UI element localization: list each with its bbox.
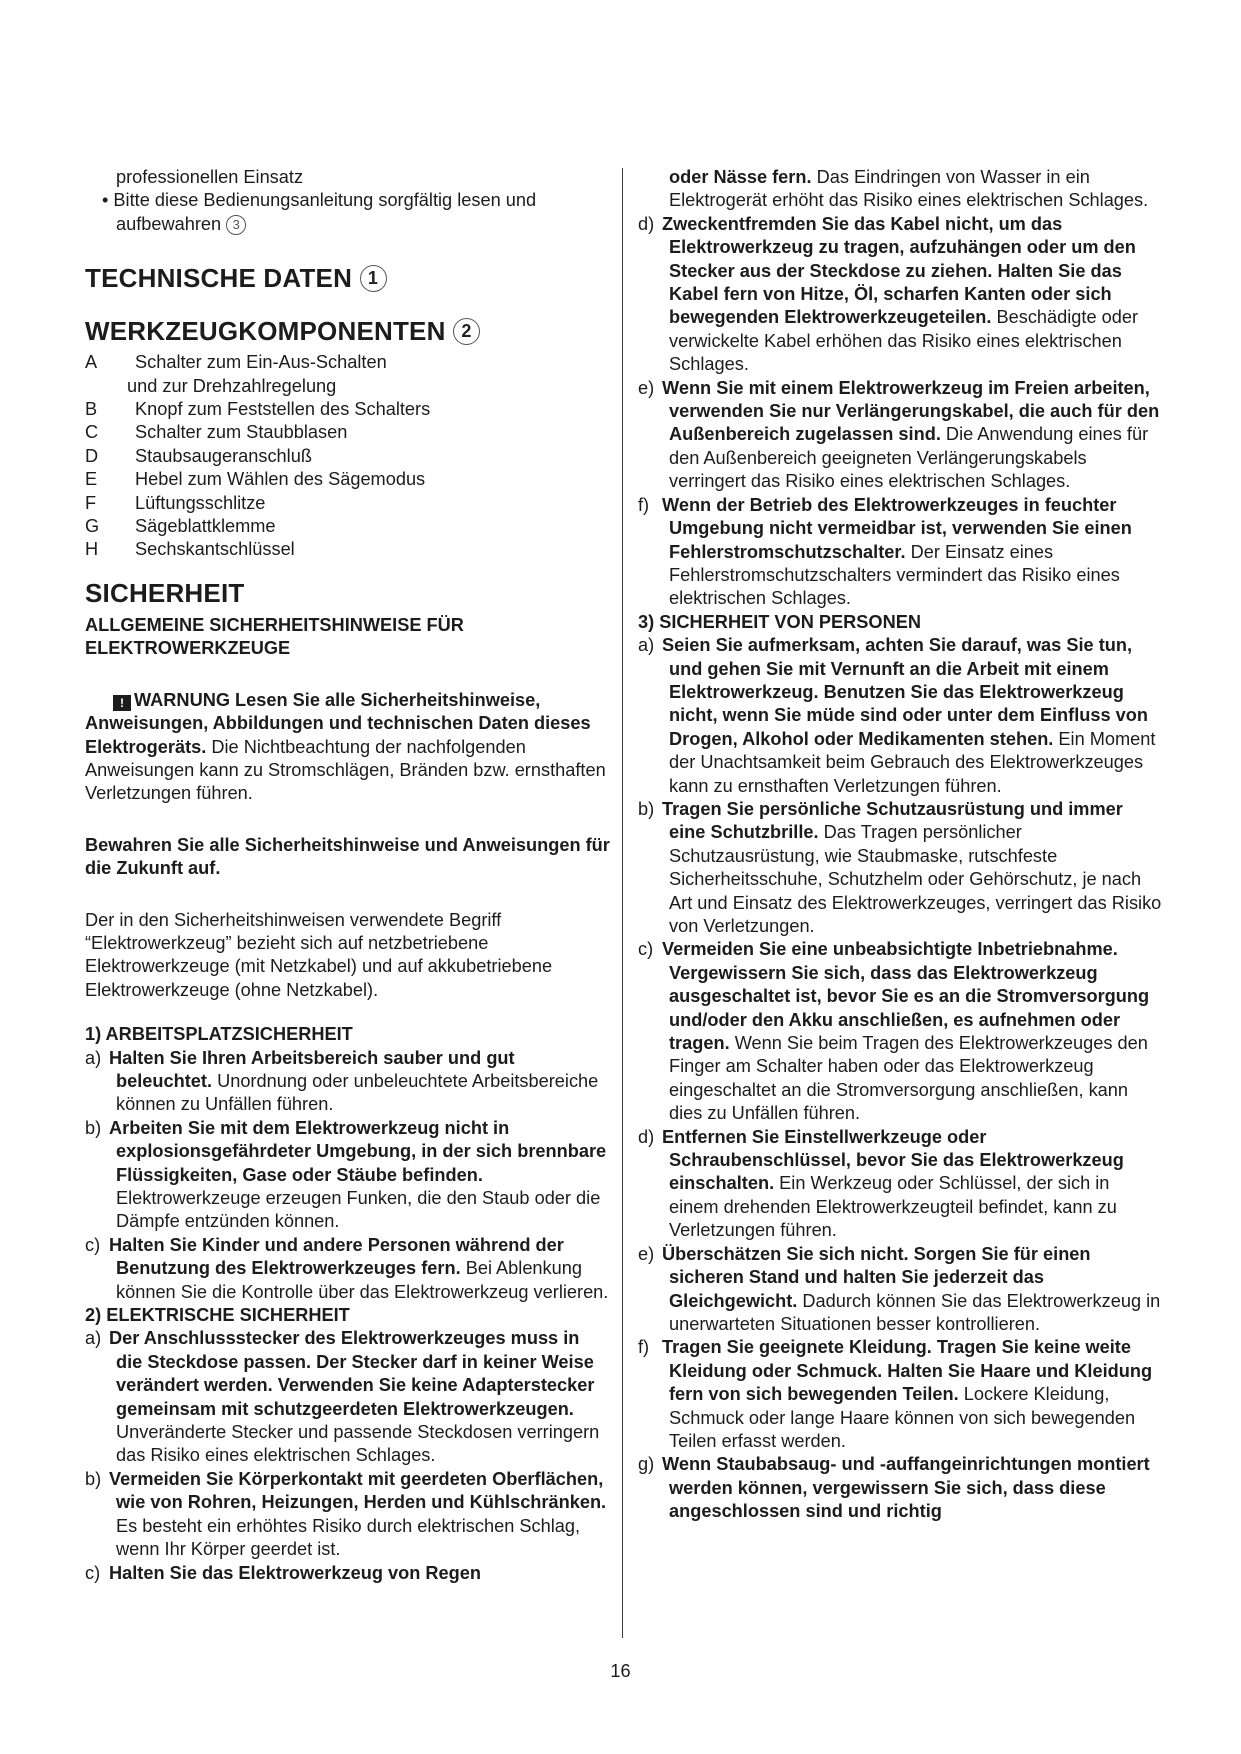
component-label: Sägeblattklemme	[135, 516, 276, 537]
item-text: Die Anwendung eines für den Außenbereich geeigneten Verlängerungskabels verringert das Risiko eines elektrischen Schlages.	[669, 424, 1149, 492]
item-bold-text: Tragen Sie geeignete Kleidung. Tragen Sie keine weite Kleidung oder Schmuck. Halten Sie Haare und Kleidung fern von sich bewegenden Teilen.	[662, 1337, 1153, 1405]
safety-item	[638, 1243, 1163, 1337]
electrical-safety-heading: 2) ELEKTRISCHE SICHERHEIT	[85, 1305, 350, 1326]
continued-text: Das Eindringen von Wasser in ein Elektrogerät erhöht das Risiko eines elektrischen Schlages.	[669, 167, 1149, 211]
item-bold-text: Vermeiden Sie eine unbeabsichtigte Inbetriebnahme. Vergewissern Sie sich, dass das Elektrowerkzeug ausgeschaltet ist, bevor Sie es an die Stromversorgung und/oder den Akku anschließen, es aufnehmen oder tragen.	[662, 939, 1150, 1054]
item-text: Unordnung oder unbeleuchtete Arbeitsbereiche können zu Unfällen führen.	[116, 1070, 599, 1115]
component-label: Hebel zum Wählen des Sägemodus	[135, 469, 426, 490]
item-bold-text: Überschätzen Sie sich nicht. Sorgen Sie für einen sicheren Stand und halten Sie jederzeit das Gleichgewicht.	[662, 1243, 1091, 1311]
item-label: c)	[85, 1562, 101, 1583]
item-label: f)	[638, 494, 650, 515]
component-label: Schalter zum Ein-Aus-Schalten	[135, 352, 387, 373]
tool-components-heading: WERKZEUGKOMPONENTEN 2	[85, 316, 610, 346]
item-label: b)	[638, 798, 655, 819]
safety-item	[85, 1047, 610, 1117]
item-text: Ein Moment der Unachtsamkeit beim Gebrauch des Elektrowerkzeuges kann zu ernsthaften Verletzungen führen.	[669, 728, 1156, 796]
item-label: c)	[638, 939, 654, 960]
work-area-safety-heading: 1) ARBEITSPLATZSICHERHEIT	[85, 1024, 353, 1045]
item-label: d)	[638, 1126, 655, 1147]
item-label: a)	[85, 1328, 102, 1349]
item-text: Elektrowerkzeuge erzeugen Funken, die den Staub oder die Dämpfe entzünden können.	[116, 1188, 601, 1232]
component-item	[85, 445, 610, 468]
item-label: c)	[85, 1234, 101, 1255]
safety-item	[85, 1562, 610, 1585]
item-bold-text: Vermeiden Sie Körperkontakt mit geerdeten Oberflächen, wie von Rohren, Heizungen, Herden und Kühlschränken.	[109, 1468, 607, 1513]
safety-item	[638, 213, 1163, 377]
safety-item	[638, 938, 1163, 1125]
component-label: Staubsaugeranschluß	[135, 445, 312, 466]
component-key: G	[85, 516, 100, 537]
item-text: Der Einsatz eines Fehlerstromschutzschalters vermindert das Risiko eines elektrischen Schlages.	[669, 541, 1120, 609]
item-bold-text: Wenn der Betrieb des Elektrowerkzeuges in feuchter Umgebung nicht vermeidbar ist, verwenden Sie einen Fehlerstromschutzschalter.	[662, 494, 1132, 562]
component-item	[85, 375, 610, 398]
continued-item	[638, 166, 1163, 213]
warning-triangle-icon: !	[113, 695, 131, 711]
item-text: Ein Werkzeug oder Schlüssel, der sich in einem drehenden Elektrowerkzeugteil befindet, kann zu Verletzungen führen.	[669, 1173, 1117, 1241]
left-column	[85, 166, 610, 1585]
item-label: d)	[638, 213, 655, 234]
column-divider	[622, 168, 623, 1638]
general-safety-heading: ALLGEMEINE SICHERHEITSHINWEISE FÜR ELEKTROWERKZEUGE	[85, 614, 464, 659]
personal-safety-heading: 3) SICHERHEIT VON PERSONEN	[638, 611, 921, 632]
safety-heading: SICHERHEIT	[85, 577, 245, 608]
component-label: Lüftungsschlitze	[135, 492, 266, 513]
item-label: e)	[638, 1243, 655, 1264]
item-bold-text: Zweckentfremden Sie das Kabel nicht, um das Elektrowerkzeug zu tragen, aufzuhängen oder um den Stecker aus der Steckdose zu ziehen. Halten Sie das Kabel fern von Hitze, Öl, scharfen Kanten oder sich bewegenden Elektrowerkzeugeteilen.	[662, 213, 1136, 328]
safety-item	[638, 1453, 1163, 1523]
item-label: e)	[638, 377, 655, 398]
warning-bold-text: WARNUNG Lesen Sie alle Sicherheitshinweise, Anweisungen, Abbildungen und technischen Daten dieses Elektrogeräts.	[85, 689, 591, 757]
item-label: f)	[638, 1337, 650, 1358]
item-text: Lockere Kleidung, Schmuck oder lange Haare können von sich bewegenden Teilen erfasst werden.	[669, 1384, 1136, 1451]
safety-item	[85, 1117, 610, 1234]
safety-item	[638, 634, 1163, 798]
component-key: B	[85, 399, 98, 420]
item-label: a)	[638, 635, 655, 656]
item-label: g)	[638, 1454, 655, 1475]
safety-item	[638, 798, 1163, 938]
item-label: b)	[85, 1468, 102, 1489]
item-text: Es besteht ein erhöhtes Risiko durch elektrischen Schlag, wenn Ihr Körper geerdet ist.	[116, 1515, 581, 1560]
item-text: Wenn Sie beim Tragen des Elektrowerkzeuges den Finger am Schalter haben oder das Elektrowerkzeug eingeschaltet an die Stromversorgung anschließen, kann dies zu Unfällen führen.	[669, 1033, 1148, 1124]
item-text: Das Tragen persönlicher Schutzausrüstung, wie Staubmaske, rutschfeste Sicherheitsschuhe, Schutzhelm oder Gehörschutz, je nach Art und Einsatz des Elektrowerkzeuges, verringert das Risiko von Verletzungen.	[669, 822, 1162, 936]
item-bold-text: Tragen Sie persönliche Schutzausrüstung und immer eine Schutzbrille.	[662, 798, 1123, 843]
item-bold-text: Wenn Sie mit einem Elektrowerkzeug im Freien arbeiten, verwenden Sie nur Verlängerungskabel, die auch für den Außenbereich zugelassen sind.	[662, 377, 1160, 445]
safety-item	[85, 1234, 610, 1304]
component-key: E	[85, 469, 98, 490]
component-item	[85, 351, 610, 374]
figure-ref-2: 2	[453, 318, 480, 345]
item-bold-text: Wenn Staubabsaug- und -auffangeinrichtungen montiert werden können, vergewissern Sie sich, dass diese angeschlossen sind und richtig	[662, 1454, 1150, 1522]
item-text: Dadurch können Sie das Elektrowerkzeug in unerwarteten Situationen besser kontrollieren.	[669, 1290, 1161, 1334]
item-label: a)	[85, 1047, 102, 1068]
item-bold-text: Seien Sie aufmerksam, achten Sie darauf, was Sie tun, und gehen Sie mit Vernunft an die Arbeit mit einem Elektrowerkzeug. Benutzen Sie das Elektrowerkzeug nicht, wenn Sie müde sind oder unter dem Einfluss von Drogen, Alkohol oder Medikamenten stehen.	[662, 635, 1149, 749]
component-key: F	[85, 492, 97, 513]
term-definition-text: Der in den Sicherheitshinweisen verwendete Begriff “Elektrowerkzeug” bezieht sich auf netzbetriebene Elektrowerkzeuge (mit Netzkabel) und auf akkubetriebene Elektrowerkzeuge (ohne Netzkabel).	[85, 909, 553, 1000]
item-bold-text: Halten Sie das Elektrowerkzeug von Regen	[109, 1562, 481, 1583]
component-label: Sechskantschlüssel	[135, 539, 295, 560]
figure-ref-1: 1	[360, 265, 387, 292]
intro-bullet: • Bitte diese Bedienungsanleitung sorgfältig lesen und aufbewahren 3	[102, 190, 537, 234]
safety-item	[638, 1126, 1163, 1243]
component-label: Knopf zum Feststellen des Schalters	[135, 399, 431, 420]
warning-text: Die Nichtbeachtung der nachfolgenden Anweisungen kann zu Stromschlägen, Bränden bzw. ernsthaften Verletzungen führen.	[85, 736, 606, 804]
safety-item	[638, 1336, 1163, 1453]
right-column	[638, 166, 1163, 1524]
warning-paragraph	[85, 689, 610, 806]
component-item	[85, 468, 610, 491]
safety-item	[85, 1468, 610, 1562]
intro-continuation: professionellen Einsatz	[116, 167, 304, 187]
component-key: D	[85, 445, 99, 466]
work-area-safety-list	[85, 1047, 610, 1304]
safety-item	[638, 494, 1163, 611]
figure-ref-3: 3	[226, 215, 246, 235]
component-item	[85, 538, 610, 561]
personal-safety-list	[638, 634, 1163, 1523]
item-bold-text: Halten Sie Ihren Arbeitsbereich sauber und gut beleuchtet.	[109, 1047, 515, 1091]
item-text: Bei Ablenkung können Sie die Kontrolle über das Elektrowerkzeug verlieren.	[116, 1258, 609, 1302]
component-item	[85, 421, 610, 444]
item-text: Beschädigte oder verwickelte Kabel erhöhen das Risiko eines elektrischen Schlages.	[669, 307, 1139, 375]
component-key: C	[85, 422, 99, 443]
electrical-safety-list	[85, 1327, 610, 1584]
item-bold-text: Halten Sie Kinder und andere Personen während der Benutzung des Elektrowerkzeuges fern.	[109, 1234, 564, 1279]
safety-item	[638, 377, 1163, 494]
item-text: Unveränderte Stecker und passende Steckdosen verringern das Risiko eines elektrischen Schlages.	[116, 1422, 600, 1466]
item-label: b)	[85, 1117, 102, 1138]
continued-bold-text: oder Nässe fern.	[669, 167, 812, 187]
component-item	[85, 398, 610, 421]
item-bold-text: Arbeiten Sie mit dem Elektrowerkzeug nicht in explosionsgefährdeter Umgebung, in der sich brennbare Flüssigkeiten, Gase oder Stäube befinden.	[109, 1117, 607, 1185]
component-label: und zur Drehzahlregelung	[127, 375, 337, 396]
keep-instructions-text: Bewahren Sie alle Sicherheitshinweise und Anweisungen für die Zukunft auf.	[85, 834, 610, 879]
component-item	[85, 515, 610, 538]
electrical-safety-list-continued	[638, 213, 1163, 611]
technical-data-heading: TECHNISCHE DATEN 1	[85, 263, 610, 293]
page-number: 16	[610, 1661, 631, 1681]
intro-bullet-text: Bitte diese Bedienungsanleitung sorgfältig lesen und aufbewahren	[113, 190, 537, 234]
component-label: Schalter zum Staubblasen	[135, 422, 348, 443]
component-key: A	[85, 352, 98, 373]
item-bold-text: Entfernen Sie Einstellwerkzeuge oder Schraubenschlüssel, bevor Sie das Elektrowerkzeug einschalten.	[662, 1126, 1124, 1194]
item-bold-text: Der Anschlussstecker des Elektrowerkzeuges muss in die Steckdose passen. Der Stecker darf in keiner Weise verändert werden. Verwenden Sie keine Adapterstecker gemeinsam mit schutzgeerdeten Elektrowerkzeugen.	[109, 1328, 595, 1419]
component-list	[85, 351, 610, 562]
component-item	[85, 492, 610, 515]
safety-item	[85, 1327, 610, 1467]
component-key: H	[85, 539, 99, 560]
